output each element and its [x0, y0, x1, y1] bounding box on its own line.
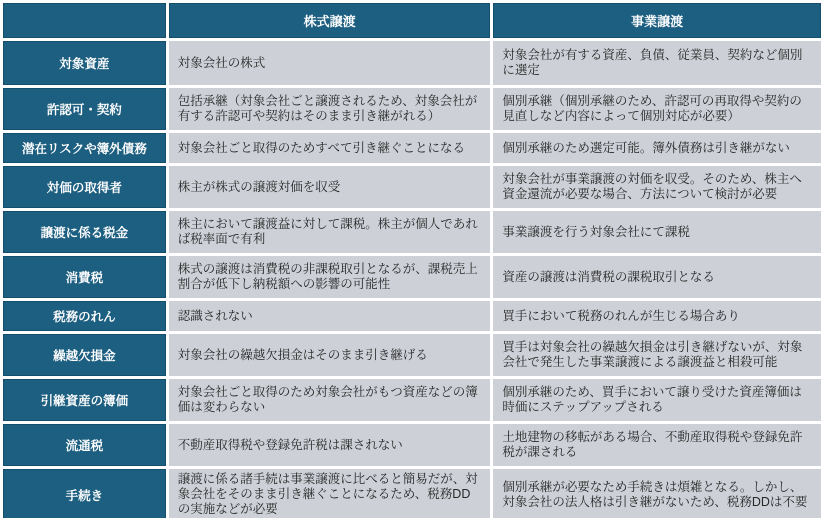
- stock-transfer-cell: 株主において譲渡益に対して課税。株主が個人であれば税率面で有利: [169, 211, 491, 253]
- row-label: 流通税: [3, 424, 166, 466]
- row-label: 税務のれん: [3, 301, 166, 331]
- row-label: 対象資産: [3, 41, 166, 85]
- table-row: [3, 301, 821, 331]
- header-row: [3, 3, 821, 38]
- business-transfer-cell: 個別承継のため、買手において譲り受けた資産簿価は時価にステップアップされる: [493, 379, 821, 421]
- table-row: [3, 41, 821, 85]
- business-transfer-cell: 事業譲渡を行う対象会社にて課税: [493, 211, 821, 253]
- stock-transfer-cell: 株主が株式の譲渡対価を収受: [169, 166, 491, 208]
- business-transfer-cell: 個別承継が必要なため手続きは煩雑となる。しかし、対象会社の法人格は引き継がないため、税務DDは不要: [493, 469, 821, 518]
- stock-transfer-cell: 対象会社ごと取得のためすべて引き継ぐことになる: [169, 133, 491, 163]
- stock-transfer-cell: 対象会社の株式: [169, 41, 491, 85]
- business-transfer-cell: 買手において税務のれんが生じる場合あり: [493, 301, 821, 331]
- table-row: [3, 88, 821, 130]
- stock-transfer-cell: 株式の譲渡は消費税の非課税取引となるが、課税売上割合が低下し納税額への影響の可能性: [169, 256, 491, 298]
- business-transfer-cell: 買手は対象会社の繰越欠損金は引き継げないが、対象会社で発生した事業譲渡による譲渡益と相殺可能: [493, 334, 821, 376]
- column-header-stock-transfer: 株式譲渡: [169, 3, 491, 38]
- table-row: [3, 133, 821, 163]
- stock-transfer-cell: 対象会社の繰越欠損金はそのまま引き継げる: [169, 334, 491, 376]
- column-header-business-transfer: 事業譲渡: [493, 3, 821, 38]
- business-transfer-cell: 資産の譲渡は消費税の課税取引となる: [493, 256, 821, 298]
- business-transfer-cell: 個別承継（個別承継のため、許認可の再取得や契約の見直しなど内容によって個別対応が必要）: [493, 88, 821, 130]
- row-label: 繰越欠損金: [3, 334, 166, 376]
- row-label: 引継資産の簿価: [3, 379, 166, 421]
- table-row: [3, 334, 821, 376]
- table-row: [3, 379, 821, 421]
- row-label: 譲渡に係る税金: [3, 211, 166, 253]
- table-row: [3, 424, 821, 466]
- row-label: 手続き: [3, 469, 166, 518]
- business-transfer-cell: 対象会社が有する資産、負債、従業員、契約など個別に選定: [493, 41, 821, 85]
- business-transfer-cell: 土地建物の移転がある場合、不動産取得税や登録免許税が課される: [493, 424, 821, 466]
- business-transfer-cell: 個別承継のため選定可能。簿外債務は引き継がない: [493, 133, 821, 163]
- table-row: [3, 166, 821, 208]
- stock-transfer-cell: 譲渡に係る諸手続は事業譲渡に比べると簡易だが、対象会社をそのまま引き継ぐことになるため、税務DDの実施などが必要: [169, 469, 491, 518]
- stock-transfer-cell: 認識されない: [169, 301, 491, 331]
- business-transfer-cell: 対象会社が事業譲渡の対価を収受。そのため、株主へ資金還流が必要な場合、方法について検討が必要: [493, 166, 821, 208]
- stock-transfer-cell: 不動産取得税や登録免許税は課されない: [169, 424, 491, 466]
- row-label: 消費税: [3, 256, 166, 298]
- stock-transfer-cell: 対象会社ごと取得のため対象会社がもつ資産などの簿価は変わらない: [169, 379, 491, 421]
- row-label: 対価の取得者: [3, 166, 166, 208]
- table-row: [3, 256, 821, 298]
- stock-transfer-cell: 包括承継（対象会社ごと譲渡されるため、対象会社が有する許認可や契約はそのまま引き継がれる）: [169, 88, 491, 130]
- row-label: 潜在リスクや簿外債務: [3, 133, 166, 163]
- corner-cell: [3, 3, 166, 38]
- table-body: [3, 41, 821, 518]
- table-row: [3, 469, 821, 518]
- table-row: [3, 211, 821, 253]
- row-label: 許認可・契約: [3, 88, 166, 130]
